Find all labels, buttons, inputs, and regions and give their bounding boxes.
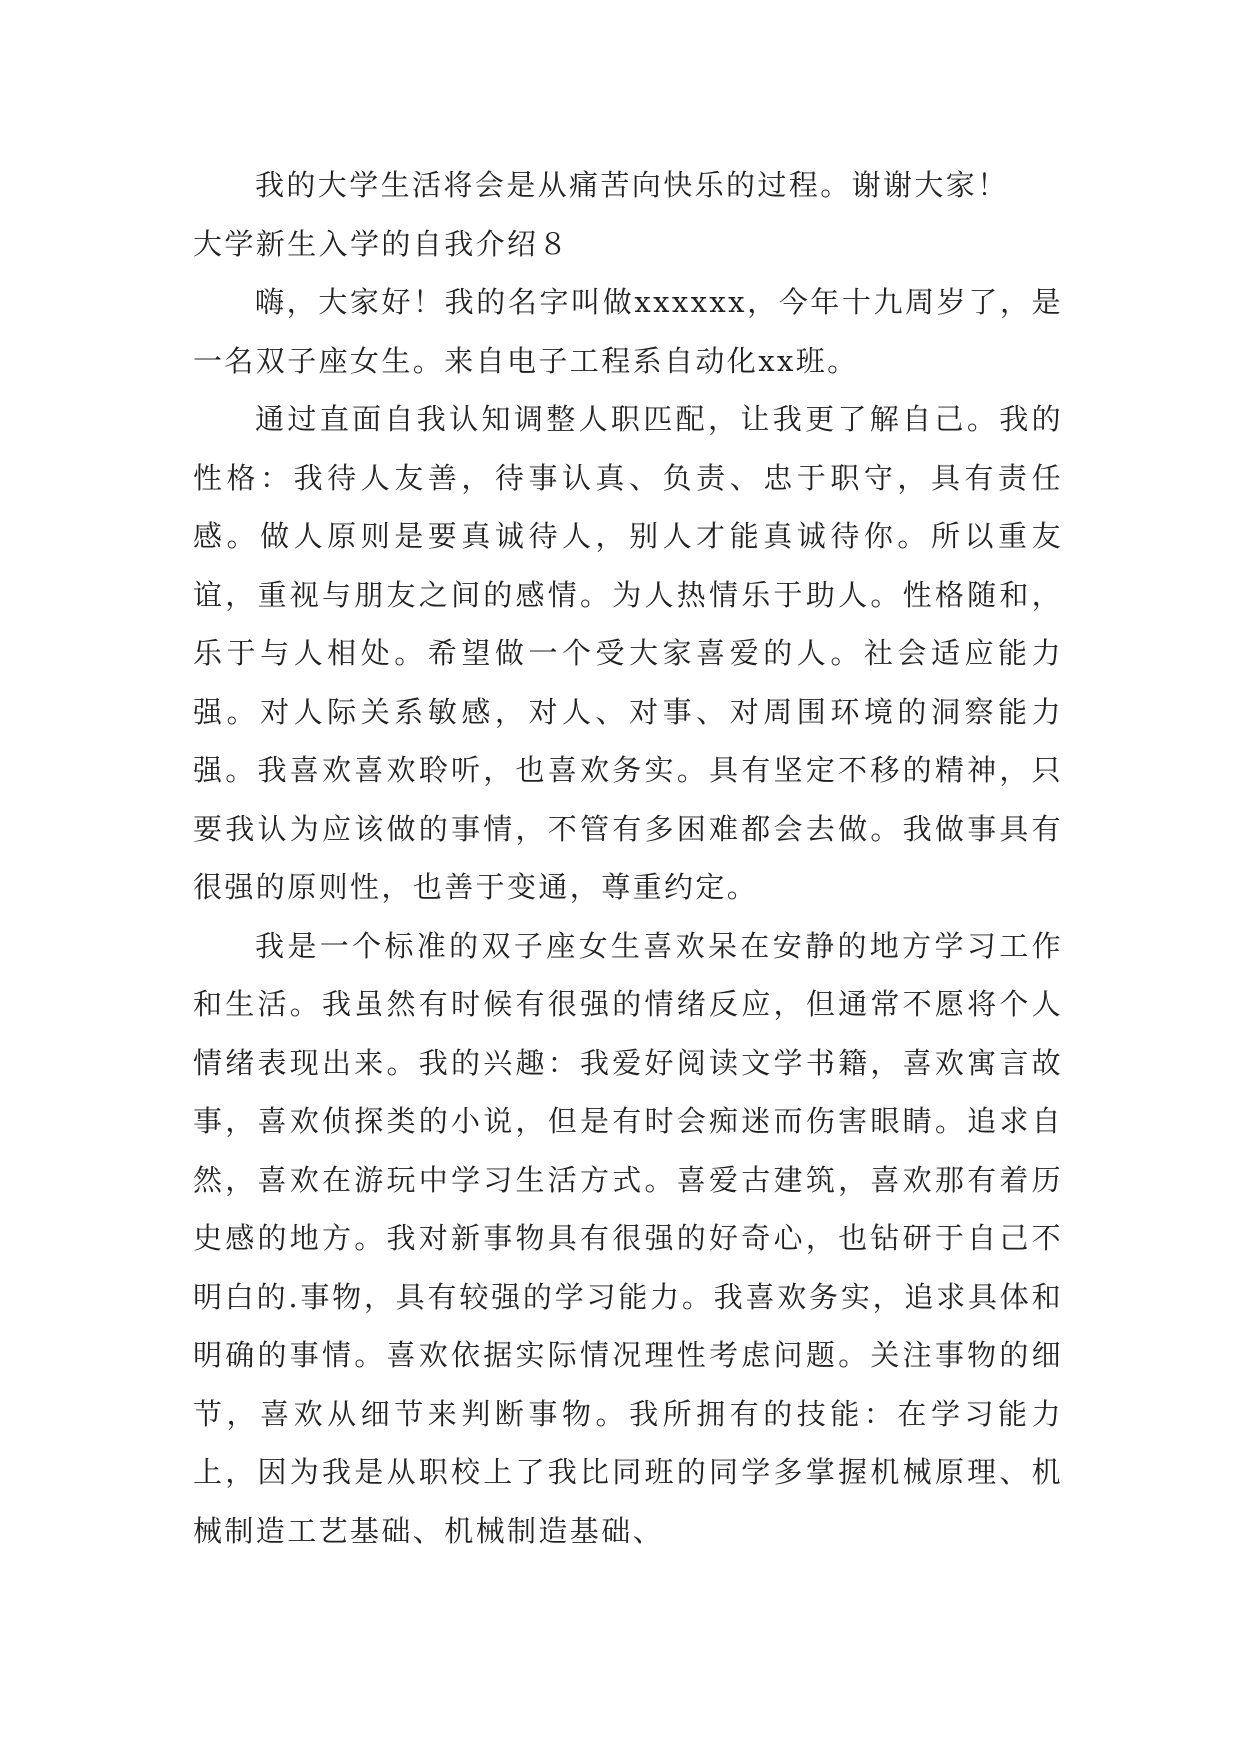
- paragraph-personality: 通过直面自我认知调整人职匹配，让我更了解自己。我的性格：我待人友善，待事认真、负责、忠于职守，具有责任感。做人原则是要真诚待人，别人才能真诚待你。所以重友谊，重视与朋友之间的感情。为人热情乐于助人。性格随和，乐于与人相处。希望做一个受大家喜爱的人。社会适应能力强。对人际关系敏感，对人、对事、对周围环境的洞察能力强。我喜欢喜欢聆听，也喜欢务实。具有坚定不移的精神，只要我认为应该做的事情，不管有多困难都会去做。我做事具有很强的原则性，也善于变通，尊重约定。: [193, 402, 1063, 904]
- section-heading: 大学新生入学的自我介绍８: [193, 226, 570, 261]
- paragraph-greeting: 嗨，大家好！我的名字叫做xxxxxx，今年十九周岁了，是一名双子座女生。来自电子工程系自动化xx班。: [193, 285, 1063, 378]
- paragraph-interests: 我是一个标准的双子座女生喜欢呆在安静的地方学习工作和生活。我虽然有时候有很强的情绪反应，但通常不愿将个人情绪表现出来。我的兴趣：我爱好阅读文学书籍，喜欢寓言故事，喜欢侦探类的小说，但是有时会痴迷而伤害眼睛。追求自然，喜欢在游玩中学习生活方式。喜爱古建筑，喜欢那有着历史感的地方。我对新事物具有很强的好奇心，也钻研于自己不明白的.事物，具有较强的学习能力。我喜欢务实，追求具体和明确的事情。喜欢依据实际情况理性考虑问题。关注事物的细节，喜欢从细节来判断事物。我所拥有的技能：在学习能力上，因为我是从职校上了我比同班的同学多掌握机械原理、机械制造工艺基础、机械制造基础、: [193, 928, 1063, 1548]
- document-body: [193, 156, 1063, 1560]
- paragraph-closing: 我的大学生活将会是从痛苦向快乐的过程。谢谢大家！: [255, 168, 1009, 202]
